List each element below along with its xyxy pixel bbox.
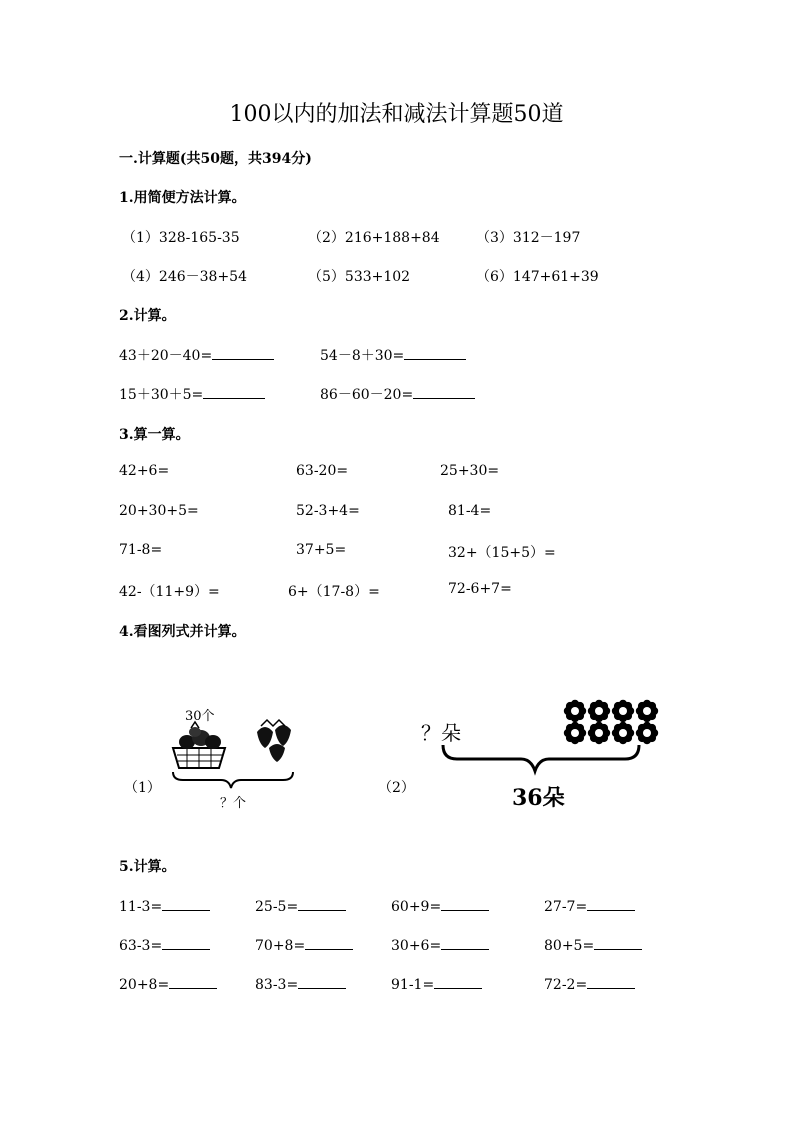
brace-icon (443, 745, 639, 771)
answer-blank[interactable] (298, 896, 346, 911)
q5-problem (391, 974, 482, 993)
q5-problem (544, 935, 642, 954)
q3-item: 37+5= (296, 542, 347, 558)
flower-icon (636, 700, 658, 722)
answer-blank[interactable] (305, 935, 353, 950)
flower-icon (564, 700, 658, 744)
q2-expression: 54－8＋30= (320, 348, 405, 364)
q3-item: 63-20= (296, 463, 349, 479)
q5-expression: 80+5= (544, 938, 595, 954)
q4-heading: 4.看图列式并计算。 (119, 624, 246, 640)
q5-expression: 70+8= (255, 938, 306, 954)
basket-icon (173, 722, 225, 768)
strawberry-icon (257, 720, 291, 762)
q3-item: 81-4= (448, 503, 492, 519)
q5-expression: 63-3= (119, 938, 163, 954)
figure-2-label: （2） (378, 780, 415, 796)
q5-problem (544, 896, 635, 915)
q1-item: （5）533+102 (308, 269, 411, 285)
flower-icon (588, 722, 610, 744)
q5-expression: 11-3= (119, 899, 163, 915)
answer-blank[interactable] (404, 345, 466, 360)
flower-icon (588, 700, 610, 722)
q1-heading: 1.用简便方法计算。 (119, 190, 246, 206)
brace-icon (173, 772, 293, 788)
q5-expression: 27-7= (544, 899, 588, 915)
q5-problem (119, 935, 210, 954)
q3-item: 20+30+5= (119, 503, 199, 519)
answer-blank[interactable] (587, 896, 635, 911)
q5-expression: 25-5= (255, 899, 299, 915)
answer-blank[interactable] (162, 935, 210, 950)
q3-item: 72-6+7= (448, 581, 512, 597)
q5-expression: 72-2= (544, 977, 588, 993)
section-heading: 一.计算题(共50题，共394分) (119, 151, 312, 167)
flower-icon (564, 700, 586, 722)
flower-icon (612, 722, 634, 744)
q1-item: （3）312－197 (476, 230, 581, 246)
q5-expression: 83-3= (255, 977, 299, 993)
figure-1 (165, 700, 305, 810)
q1-item: （2）216+188+84 (308, 230, 440, 246)
q3-item: 42+6= (119, 463, 170, 479)
figure-1-bottom-text: ？个 (220, 796, 247, 811)
q5-problem (119, 896, 210, 915)
q5-problem (255, 896, 346, 915)
q5-problem (119, 974, 217, 993)
q5-expression: 20+8= (119, 977, 170, 993)
q5-expression: 60+9= (391, 899, 442, 915)
q5-problem (544, 974, 635, 993)
figure-2-bottom-text: 36朵 (512, 785, 565, 811)
q2-problem (119, 345, 274, 365)
q3-item: 71-8= (119, 542, 163, 558)
figure-1-top-text: 30个 (185, 709, 215, 724)
figure-1-label: （1） (124, 780, 161, 796)
q5-expression: 30+6= (391, 938, 442, 954)
q3-item: 6+（17-8）= (288, 584, 380, 600)
page-title: 100以内的加法和减法计算题50道 (229, 102, 564, 127)
q5-problem (255, 974, 346, 993)
answer-blank[interactable] (441, 896, 489, 911)
figure-2-left-text: ？朵 (421, 721, 461, 745)
q2-expression: 86－60－20= (320, 387, 414, 403)
answer-blank[interactable] (413, 384, 475, 399)
q3-item: 32+（15+5）= (448, 545, 556, 561)
figure-2 (415, 695, 660, 810)
q1-item: （1）328-165-35 (122, 230, 240, 246)
answer-blank[interactable] (441, 935, 489, 950)
flower-icon (612, 700, 634, 722)
answer-blank[interactable] (212, 345, 274, 360)
flower-icon (636, 722, 658, 744)
q3-item: 42-（11+9）= (119, 584, 220, 600)
answer-blank[interactable] (169, 974, 217, 989)
q5-heading: 5.计算。 (119, 859, 176, 875)
q3-item: 52-3+4= (296, 503, 360, 519)
answer-blank[interactable] (587, 974, 635, 989)
q2-problem (320, 384, 475, 404)
q2-problem (320, 345, 466, 365)
q3-heading: 3.算一算。 (119, 427, 190, 443)
q5-expression: 91-1= (391, 977, 435, 993)
q2-expression: 15＋30＋5= (119, 387, 204, 403)
q2-problem (119, 384, 265, 404)
answer-blank[interactable] (594, 935, 642, 950)
answer-blank[interactable] (162, 896, 210, 911)
q5-problem (255, 935, 353, 954)
q1-item: （6）147+61+39 (476, 269, 599, 285)
answer-blank[interactable] (298, 974, 346, 989)
q3-item: 25+30= (440, 463, 500, 479)
answer-blank[interactable] (203, 384, 265, 399)
flower-icon (564, 722, 586, 744)
answer-blank[interactable] (434, 974, 482, 989)
q2-heading: 2.计算。 (119, 308, 176, 324)
q1-item: （4）246－38+54 (122, 269, 247, 285)
q5-problem (391, 896, 489, 915)
q5-problem (391, 935, 489, 954)
q2-expression: 43＋20－40= (119, 348, 213, 364)
